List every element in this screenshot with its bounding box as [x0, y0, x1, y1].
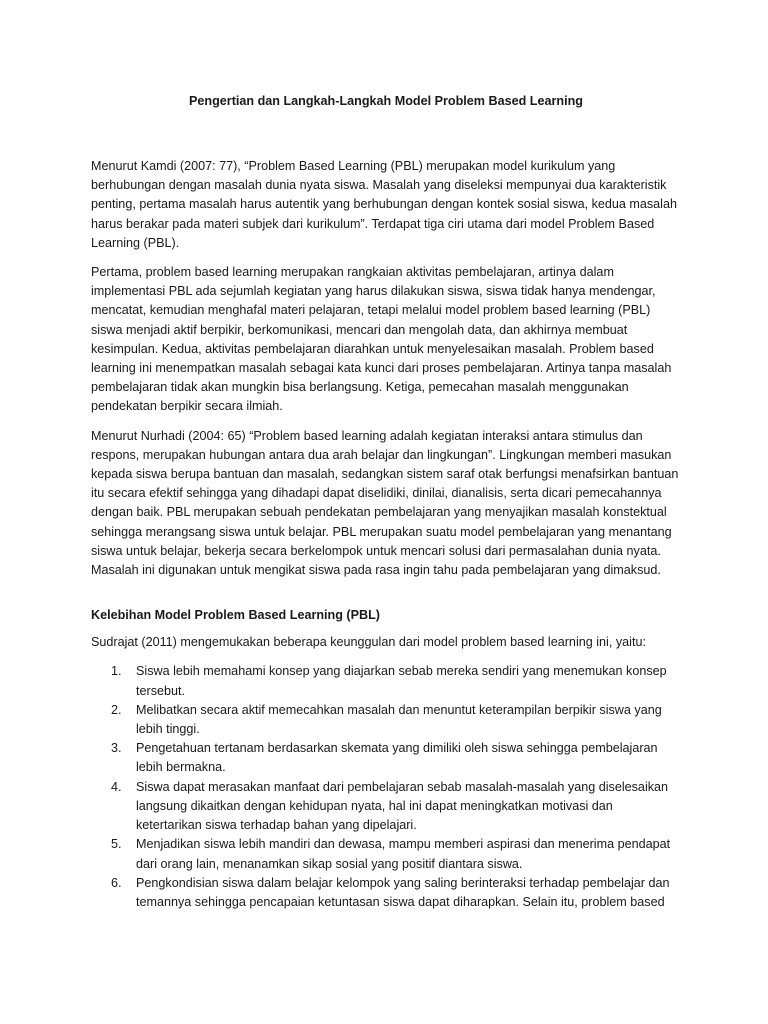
list-item-text: Siswa lebih memahami konsep yang diajarkan sebab mereka sendiri yang menemukan konsep tersebut. [136, 664, 667, 698]
document-title: Pengertian dan Langkah-Langkah Model Problem Based Learning [189, 94, 583, 108]
list-item-number: 6. [111, 875, 122, 890]
list-item-number: 5. [111, 837, 122, 852]
paragraph-ciri-utama: Pertama, problem based learning merupakan rangkaian aktivitas pembelajaran, artinya dalam implementasi PBL ada sejumlah kegiatan yang harus dilakukan siswa, siswa tidak hanya mendengar, mencatat, kemudian menghafal materi pelajaran, tetapi melalui model problem based learning (PBL) siswa menjadi aktif berpikir, berkomunikasi, mencari dan mengolah data, dan akhirnya membuat kesimpulan. Kedua, aktivitas pembelajaran diarahkan untuk menyelesaikan masalah. Problem based learning ini menempatkan masalah sebagai kata kunci dari proses pembelajaran. Artinya tanpa masalah pembelajaran tidak akan mungkin bisa berlangsung. Ketiga, pemecahan masalah menggunakan pendekatan berpikir secara ilmiah. [91, 265, 672, 414]
list-item-text: Siswa dapat merasakan manfaat dari pembelajaran sebab masalah-masalah yang diselesaikan langsung dikaitkan dengan kehidupan nyata, hal ini dapat meningkatkan motivasi dan ketertarikan siswa terhadap bahan yang dipelajari. [136, 779, 669, 833]
list-item-text: Pengkondisian siswa dalam belajar kelompok yang saling berinteraksi terhadap pembelajar dan temannya sehingga pencapaian ketuntasan siswa dapat diharapkan. Selain itu, problem based [136, 875, 670, 909]
list-item-number: 3. [111, 741, 122, 756]
section-heading-kelebihan: Kelebihan Model Problem Based Learning (PBL) [91, 608, 380, 623]
list-item-text: Pengetahuan tertanam berdasarkan skemata yang dimiliki oleh siswa sehingga pembelajaran lebih bermakna. [136, 741, 658, 775]
list-item-number: 1. [111, 664, 122, 679]
list-item-text: Melibatkan secara aktif memecahkan masalah dan menuntut keterampilan berpikir siswa yang lebih tinggi. [136, 702, 662, 737]
list-item [91, 662, 681, 700]
list-item-text: Menjadikan siswa lebih mandiri dan dewasa, mampu memberi aspirasi dan menerima pendapat dari orang lain, menanamkan sikap sosial yang positif diantara siswa. [136, 837, 671, 871]
paragraph-nurhadi: Menurut Nurhadi (2004: 65) “Problem based learning adalah kegiatan interaksi antara stimulus dan respons, merupakan hubungan antara dua arah belajar dan lingkungan”. Lingkungan memberi masukan kepada siswa berupa bantuan dan masalah, sedangkan sistem saraf otak berfungsi menafsirkan bantuan itu secara efektif sehingga yang dihadapi dapat diselidiki, dinilai, dianalisis, serta dicari pemecahannya dengan baik. PBL merupakan sebuah pendekatan pembelajaran yang menyajikan masalah konstektual sehingga merangsang siswa untuk belajar. PBL merupakan suatu model pembelajaran yang menantang siswa untuk belajar, bekerja secara berkelompok untuk mencari solusi dari permasalahan dunia nyata. Masalah ini digunakan untuk mengikat siswa pada rasa ingin tahu pada pembelajaran yang dimaksud. [91, 428, 679, 578]
paragraph-kamdi: Menurut Kamdi (2007: 77), “Problem Based Learning (PBL) merupakan model kurikulum yang berhubungan dengan masalah dunia nyata siswa. Masalah yang diseleksi mempunyai dua karakteristik penting, pertama masalah harus autentik yang berhubungan dengan kontek sosial siswa, kedua masalah harus berakar pada materi subjek dari kurikulum”. Terdapat tiga ciri utama dari model Problem Based Learning (PBL). [91, 159, 677, 250]
list-item [91, 835, 681, 873]
advantages-list [91, 662, 681, 912]
list-item-number: 2. [111, 702, 122, 717]
list-item [91, 778, 681, 836]
list-item [91, 701, 681, 739]
list-item [91, 739, 681, 777]
list-item-number: 4. [111, 779, 122, 794]
document-content [91, 92, 681, 912]
section-intro: Sudrajat (2011) mengemukakan beberapa keunggulan dari model problem based learning ini, yaitu: [91, 635, 646, 650]
list-item [91, 874, 681, 912]
